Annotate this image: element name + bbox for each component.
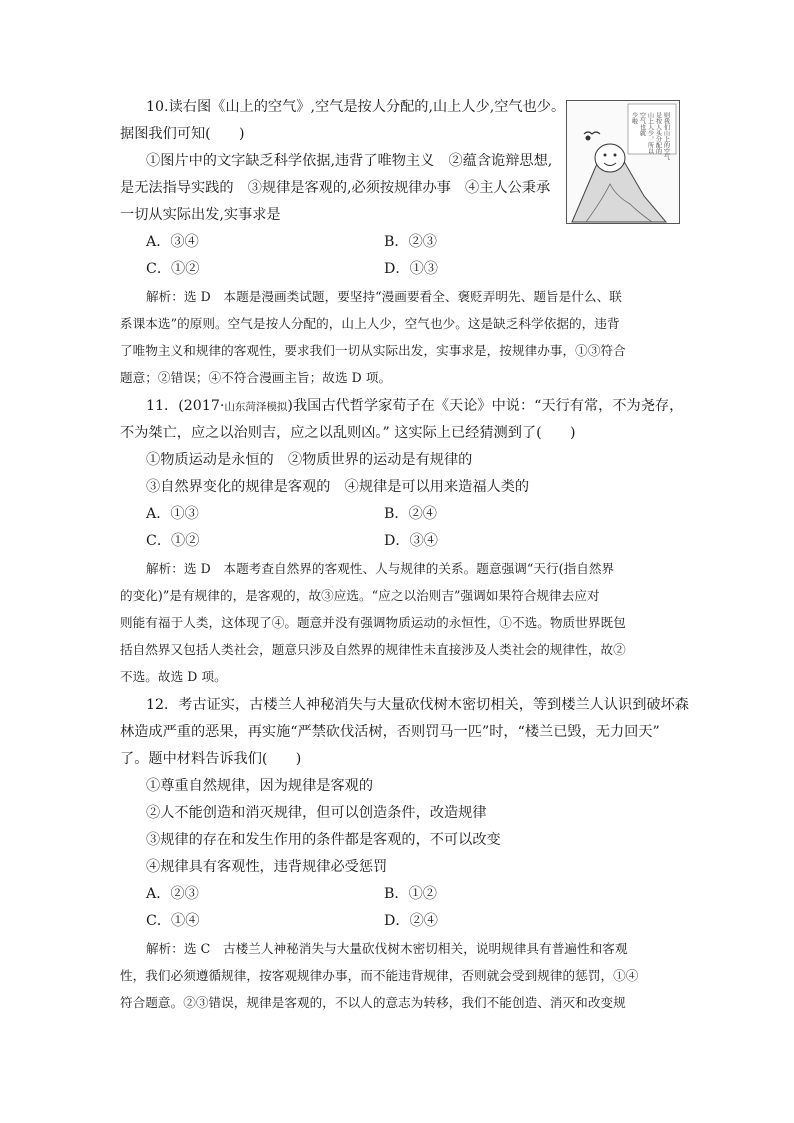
q12-explanation-line-2: 性，我们必须遵循规律，按客观规律办事，而不能违背规律，否则就会受到规律的惩罚，①④ bbox=[120, 968, 639, 983]
q10-item-line-3: 一切从实际出发,实事求是 bbox=[120, 207, 281, 223]
q12-stem-line-2: 林造成严重的恶果，再实施“严禁砍伐活树，否则罚马一匹”时，“楼兰已毁，无力回天” bbox=[120, 724, 660, 740]
q11-stem-rest: )我国古代哲学家荀子在《天论》中说：“天行有常，不为尧存， bbox=[287, 398, 684, 414]
q10-option-a: A．③④ bbox=[146, 234, 199, 250]
q10-explanation-line-3: 了唯物主义和规律的客观性，要求我们一切从实际出发，实事求是，按规律办事，①③符合 bbox=[120, 343, 626, 358]
q12-item-3: ③规律的存在和发生作用的条件都是客观的，不可以改变 bbox=[146, 832, 501, 848]
q11-option-a: A．①③ bbox=[146, 506, 199, 522]
cartoon-mountain-character-icon bbox=[566, 100, 680, 224]
q12-explanation-line-3: 符合题意。②③错误，规律是客观的，不以人的意志为转移，我们不能创造、消灭和改变规 bbox=[120, 995, 626, 1010]
q12-item-4: ④规律具有客观性，违背规律必受惩罚 bbox=[146, 859, 388, 875]
cartoon-caption-2: 是按人头分配的 bbox=[654, 112, 662, 154]
q11-source: 山东菏泽模拟 bbox=[224, 401, 288, 413]
q11-explanation-line-2: 的变化)”是有规律的，是客观的，故③应选。“应之以治则吉”强调如果符合规律去应对 bbox=[120, 588, 600, 603]
q11-item-line-2: ③自然界变化的规律是客观的 ④规律是可以用来造福人类的 bbox=[146, 479, 530, 495]
q10-stem-line-2: 据图我们可知( ) bbox=[120, 126, 245, 142]
q10-item-line-2: 是无法指导实践的 ③规律是客观的,必须按规律办事 ④主人公秉承 bbox=[120, 180, 551, 196]
q12-option-c: C．①④ bbox=[146, 913, 200, 929]
q12-item-2: ②人不能创造和消灭规律，但可以创造条件，改造规律 bbox=[146, 805, 487, 821]
q11-explanation-line-1: 解析：选 D 本题考查自然界的客观性、人与规律的关系。题意强调“天行(指自然界 bbox=[146, 561, 615, 576]
cartoon-caption-3: 山上人少，所以 bbox=[646, 112, 654, 154]
q10-stem-line-1: 10.读右图《山上的空气》,空气是按人分配的,山上人少,空气也少。 bbox=[146, 99, 566, 115]
cartoon-image bbox=[566, 100, 680, 224]
q10-explanation-line-1: 解析：选 D 本题是漫画类试题，要坚持“漫画要看全、褒贬弄明先、题旨是什么、联 bbox=[146, 289, 622, 304]
q11-option-b: B．②④ bbox=[384, 506, 437, 522]
q12-option-b: B．①② bbox=[384, 886, 437, 902]
q11-explanation-line-5: 不选。故选 D 项。 bbox=[120, 669, 227, 684]
q12-option-d: D．②④ bbox=[384, 913, 438, 929]
q11-option-c: C．①② bbox=[146, 533, 200, 549]
cartoon-caption-4: 空气也就 bbox=[638, 112, 646, 136]
q12-stem-line-3: 了。题中材料告诉我们( ) bbox=[120, 751, 302, 767]
q11-explanation-line-4: 括自然界又包括人类社会，题意只涉及自然界的规律性未直接涉及人类社会的规律性，故② bbox=[120, 642, 626, 657]
q12-explanation-line-1: 解析：选 C 古楼兰人神秘消失与大量砍伐树木密切相关，说明规律具有普遍性和客观 bbox=[146, 941, 628, 956]
q11-stem-line-1 bbox=[146, 396, 683, 417]
q11-item-line-1: ①物质运动是永恒的 ②物质世界的运动是有规律的 bbox=[146, 452, 473, 468]
q10-option-d: D．①③ bbox=[384, 261, 438, 277]
q10-explanation-line-2: 系课本选”的原则。空气是按人分配的，山上人少，空气也少。这是缺乏科学依据的，违背 bbox=[120, 316, 620, 331]
cartoon-caption-5: 少啦 bbox=[630, 112, 638, 124]
q10-item-line-1: ①图片中的文字缺乏科学依据,违背了唯物主义 ②蕴含诡辩思想, bbox=[146, 153, 553, 169]
q11-number: 11．(2017· bbox=[146, 398, 225, 414]
q10-explanation-line-4: 题意；②错误；④不符合漫画主旨；故选 D 项。 bbox=[120, 370, 392, 385]
q11-stem-line-2: 不为桀亡，应之以治则吉，应之以乱则凶。” 这实际上已经猜测到了( ) bbox=[120, 425, 576, 441]
q10-option-b: B．②③ bbox=[384, 234, 437, 250]
cartoon-caption-1: 则我们山上的空气 bbox=[662, 112, 670, 160]
q10-option-c: C．①② bbox=[146, 261, 200, 277]
q12-option-a: A．②③ bbox=[146, 886, 199, 902]
q11-option-d: D．③④ bbox=[384, 533, 438, 549]
q11-explanation-line-3: 则能有福于人类，这体现了④。题意并没有强调物质运动的永恒性，①不选。物质世界既包 bbox=[120, 615, 626, 630]
q12-item-1: ①尊重自然规律，因为规律是客观的 bbox=[146, 778, 374, 794]
q12-stem-line-1: 12．考古证实，古楼兰人神秘消失与大量砍伐树木密切相关，等到楼兰人认识到破坏森 bbox=[146, 697, 689, 713]
